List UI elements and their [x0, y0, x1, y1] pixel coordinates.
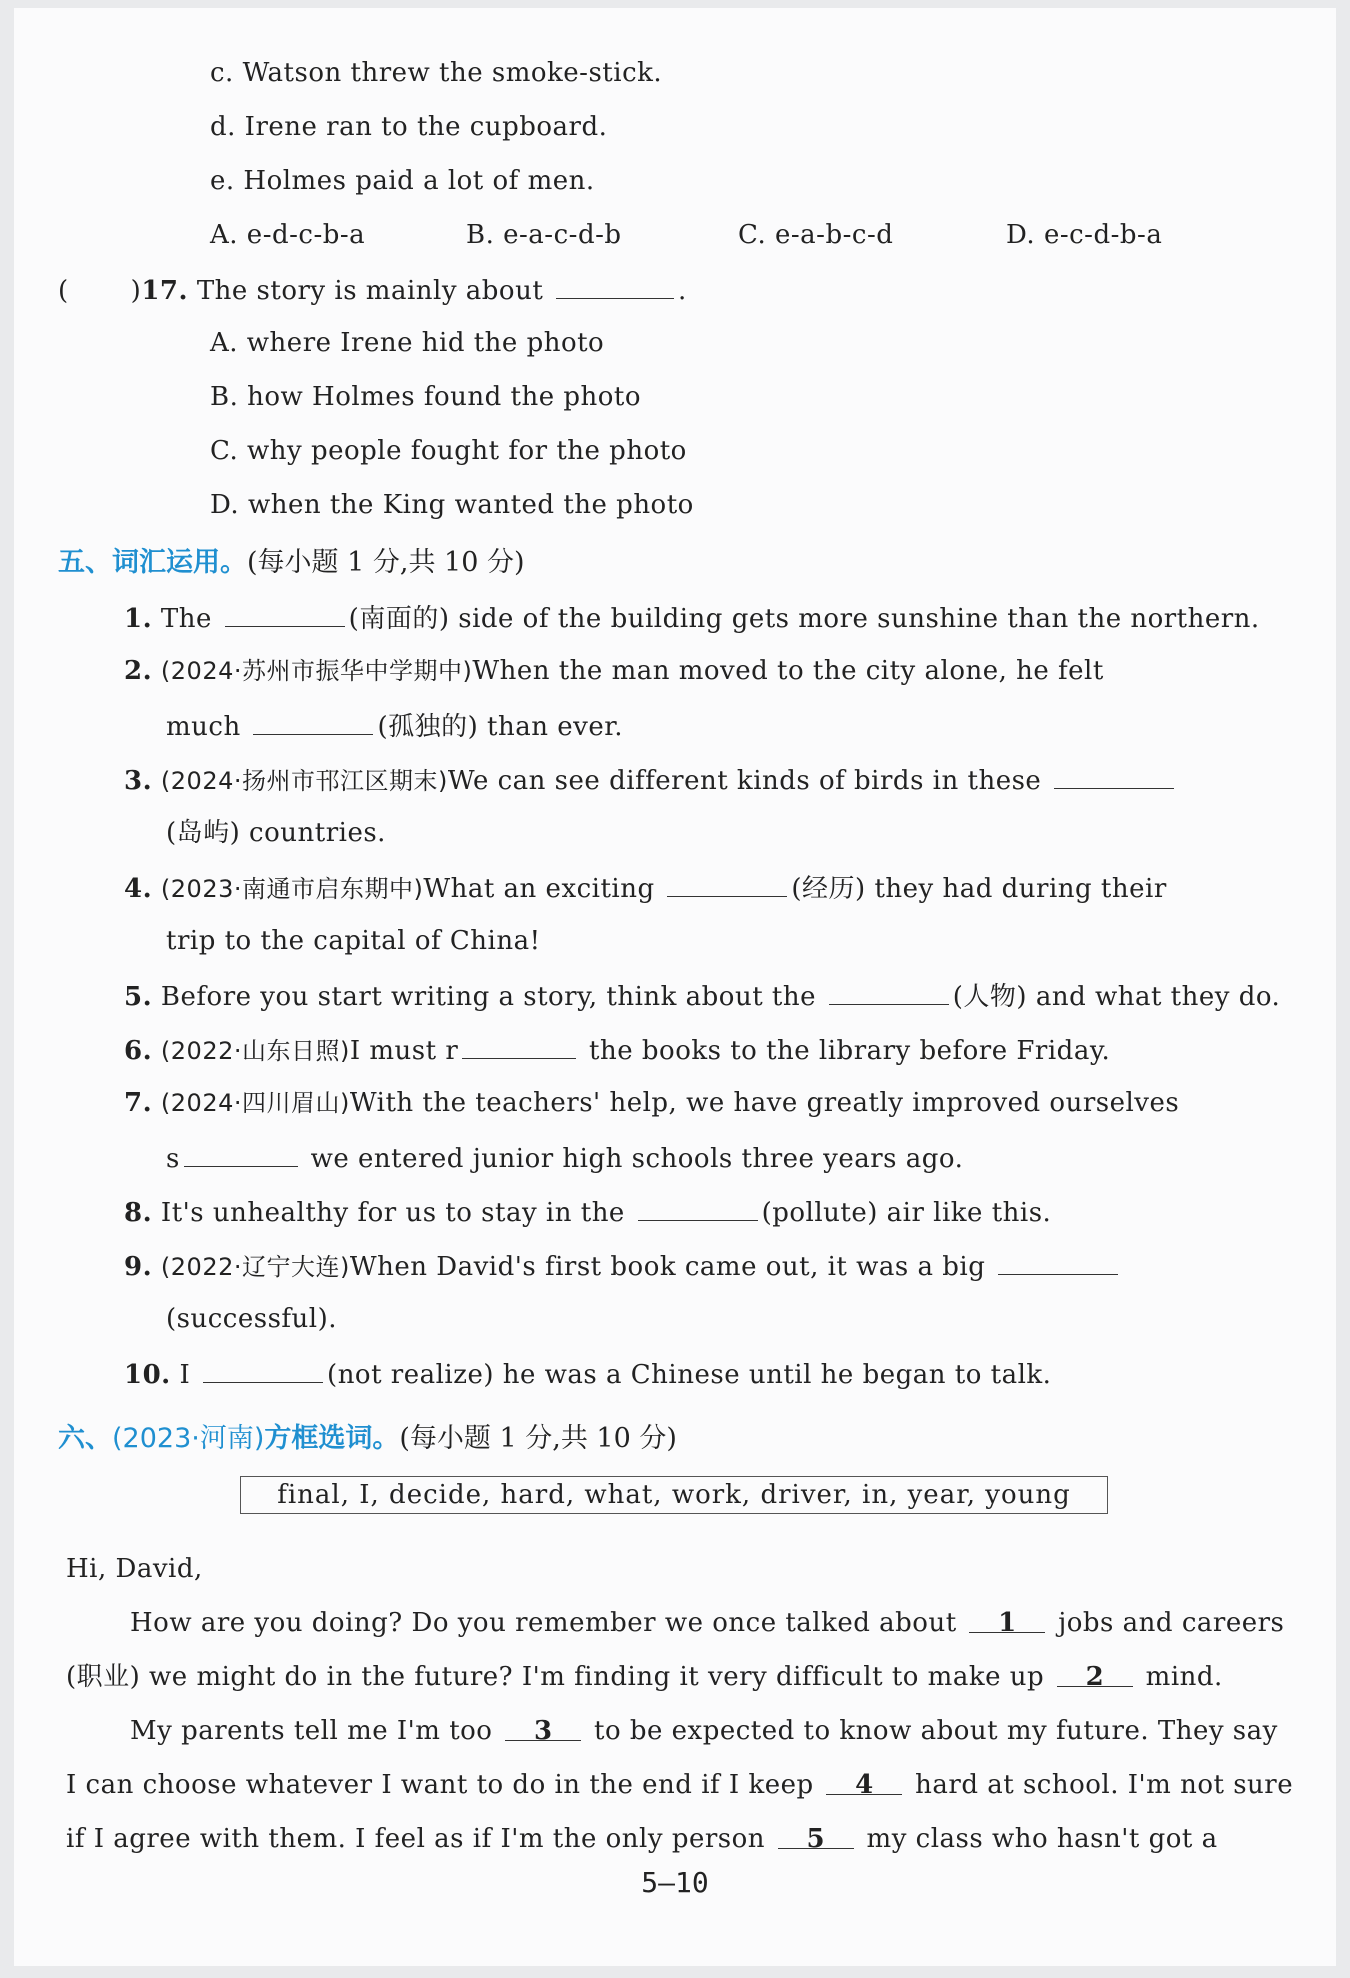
vocab-item-3-cont: (岛屿) countries. — [166, 818, 386, 848]
section-title: 五、词汇运用。 — [58, 547, 247, 578]
answer-blank[interactable] — [184, 1140, 298, 1167]
section6-heading — [58, 1422, 677, 1456]
vocab-item-7 — [124, 1086, 1179, 1120]
letter-text: to be expected to know about my future. They say — [594, 1716, 1278, 1746]
q17-option-d: D. when the King wanted the photo — [210, 490, 694, 520]
cloze-blank-2[interactable]: 2 — [1057, 1660, 1133, 1687]
section-title: 方框选词。 — [264, 1423, 400, 1454]
answer-blank[interactable] — [998, 1248, 1118, 1275]
answer-blank[interactable] — [667, 870, 787, 897]
section5-heading — [58, 546, 525, 580]
item-source: (2022·辽宁大连) — [160, 1253, 350, 1281]
q17-option-c: C. why people fought for the photo — [210, 436, 687, 466]
item-text: much — [166, 712, 241, 742]
cloze-blank-5[interactable]: 5 — [778, 1822, 854, 1849]
letter-text: hard at school. I'm not sure — [915, 1770, 1294, 1800]
answer-blank[interactable] — [253, 708, 373, 735]
vocab-item-2 — [124, 654, 1104, 688]
item-text: What an exciting — [423, 874, 655, 904]
answer-blank[interactable] — [1054, 762, 1174, 789]
letter-text: if I agree with them. I feel as if I'm the only person — [66, 1824, 766, 1854]
item-source: (2024·扬州市邗江区期末) — [160, 767, 448, 795]
answer-blank[interactable] — [225, 600, 345, 627]
item-text: It's unhealthy for us to stay in the — [160, 1198, 625, 1228]
letter-text: my class who hasn't got a — [866, 1824, 1218, 1854]
vocab-item-7-cont — [166, 1140, 963, 1176]
item-text: (pollute) air like this. — [761, 1198, 1052, 1228]
q17-option-b: B. how Holmes found the photo — [210, 382, 642, 412]
answer-blank[interactable] — [556, 272, 674, 299]
letter-line-3 — [130, 1714, 1278, 1748]
item-source: (2023·南通市启东期中) — [160, 875, 424, 903]
cloze-blank-3[interactable]: 3 — [505, 1714, 581, 1741]
item-text: (南面的) side of the building gets more sunshine than the northern. — [348, 604, 1260, 634]
letter-line-5 — [66, 1822, 1218, 1856]
q16-choice-c: C. e-a-b-c-d — [738, 220, 894, 250]
answer-blank[interactable] — [638, 1194, 758, 1221]
item-text: When David's first book came out, it was a big — [349, 1252, 986, 1282]
vocab-item-8 — [124, 1194, 1051, 1230]
q16-choice-a: A. e-d-c-b-a — [210, 220, 366, 250]
answer-blank[interactable] — [462, 1032, 576, 1059]
item-source: (2024·苏州市振华中学期中) — [160, 657, 473, 685]
item-number: 6. — [124, 1036, 153, 1066]
letter-text: mind. — [1145, 1662, 1223, 1692]
letter-text: (职业) we might do in the future? I'm finding it very difficult to make up — [66, 1662, 1045, 1692]
letter-greeting: Hi, David, — [66, 1554, 203, 1584]
q17-stem-line — [58, 272, 687, 308]
q16-choice-d: D. e-c-d-b-a — [1006, 220, 1163, 250]
section-number: 六、 — [58, 1423, 112, 1454]
letter-text: How are you doing? Do you remember we once talked about — [130, 1608, 957, 1638]
q16-option-d: d. Irene ran to the cupboard. — [210, 112, 608, 142]
item-text: (经历) they had during their — [791, 874, 1167, 904]
question-stem: The story is mainly about — [196, 276, 544, 306]
item-number: 3. — [124, 766, 153, 796]
q16-option-c: c. Watson threw the smoke-stick. — [210, 58, 663, 88]
item-number: 2. — [124, 656, 153, 686]
section-score-note: (每小题 1 分,共 10 分) — [247, 547, 525, 578]
item-text: I must r — [349, 1036, 459, 1066]
item-number: 1. — [124, 604, 153, 634]
section-score-note: (每小题 1 分,共 10 分) — [399, 1423, 677, 1454]
item-number: 8. — [124, 1198, 153, 1228]
vocab-item-1 — [124, 600, 1260, 636]
item-text: When the man moved to the city alone, he felt — [472, 656, 1104, 686]
item-number: 10. — [124, 1360, 171, 1390]
vocab-item-4-cont: trip to the capital of China! — [166, 926, 541, 956]
item-text: Before you start writing a story, think about the — [160, 982, 816, 1012]
letter-text: I can choose whatever I want to do in the end if I keep — [66, 1770, 814, 1800]
item-source: (2022·山东日照) — [160, 1037, 350, 1065]
vocab-item-9-cont: (successful). — [166, 1304, 338, 1334]
item-text: I — [179, 1360, 191, 1390]
worksheet-page — [14, 8, 1336, 1966]
letter-text: My parents tell me I'm too — [130, 1716, 493, 1746]
vocab-item-9 — [124, 1248, 1122, 1284]
vocab-item-6 — [124, 1032, 1110, 1068]
item-text: (人物) and what they do. — [952, 982, 1281, 1012]
item-number: 5. — [124, 982, 153, 1012]
q17-option-a: A. where Irene hid the photo — [210, 328, 605, 358]
item-text: (孤独的) than ever. — [377, 712, 624, 742]
item-number: 9. — [124, 1252, 153, 1282]
cloze-blank-1[interactable]: 1 — [969, 1606, 1045, 1633]
letter-line-1 — [130, 1606, 1284, 1640]
item-text: we entered junior high schools three years ago. — [310, 1144, 964, 1174]
q16-option-e: e. Holmes paid a lot of men. — [210, 166, 595, 196]
vocab-item-5 — [124, 978, 1280, 1014]
letter-line-4 — [66, 1768, 1293, 1802]
letter-line-2 — [66, 1660, 1223, 1694]
item-text: We can see different kinds of birds in these — [447, 766, 1042, 796]
item-text: With the teachers' help, we have greatly improved ourselves — [349, 1088, 1180, 1118]
answer-paren-close: ) — [130, 276, 142, 306]
q16-choice-b: B. e-a-c-d-b — [466, 220, 622, 250]
vocab-item-4 — [124, 870, 1167, 906]
answer-paren-open: ( — [58, 276, 69, 306]
item-source: (2024·四川眉山) — [160, 1089, 350, 1117]
letter-text: jobs and careers — [1058, 1608, 1285, 1638]
item-number: 7. — [124, 1088, 153, 1118]
item-number: 4. — [124, 874, 153, 904]
vocab-item-10 — [124, 1356, 1051, 1392]
word-box: final, I, decide, hard, what, work, driver, in, year, young — [240, 1476, 1108, 1514]
cloze-blank-4[interactable]: 4 — [826, 1768, 902, 1795]
item-text: the books to the library before Friday. — [589, 1036, 1111, 1066]
question-number: 17. — [141, 276, 189, 306]
item-text: s — [166, 1144, 180, 1174]
item-text: The — [160, 604, 212, 634]
stem-end: . — [678, 276, 687, 306]
vocab-item-3 — [124, 762, 1178, 798]
section-source: (2023·河南) — [112, 1423, 265, 1454]
vocab-item-2-cont — [166, 708, 623, 744]
answer-blank[interactable] — [203, 1356, 323, 1383]
page-number: 5—10 — [641, 1866, 709, 1899]
item-text: (not realize) he was a Chinese until he began to talk. — [327, 1360, 1052, 1390]
answer-blank[interactable] — [829, 978, 949, 1005]
